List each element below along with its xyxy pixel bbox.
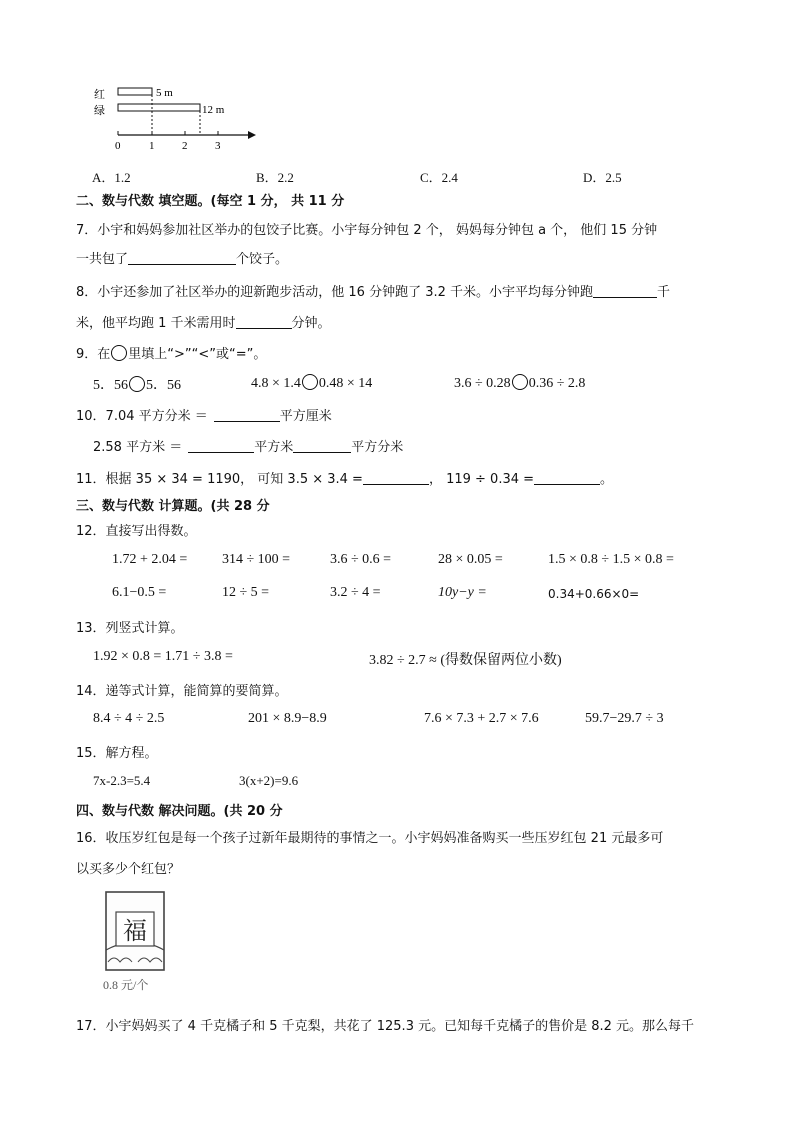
section-3-title: 三、数与代数 计算题。(共 28 分	[76, 499, 270, 514]
figure-row2-label: 绿	[94, 105, 105, 117]
q8-line1-a: 8．小宇还参加了社区举办的迎新跑步活动，他 16 分钟跑了 3.2 千米。小宇平均每分钟跑	[76, 285, 594, 300]
q12-r1-4: 28 × 0.05 =	[438, 552, 503, 567]
q9-expr-3-right: 0.36 ÷ 2.8	[528, 376, 586, 391]
q9-expr-2	[251, 374, 372, 392]
green-bar	[118, 104, 200, 111]
q10-answer-blank-3[interactable]	[293, 438, 351, 453]
q13-prompt: 13．列竖式计算。	[76, 621, 184, 636]
q8-line1-b: 千	[657, 285, 671, 300]
q9-answer-circle-2[interactable]	[302, 374, 318, 390]
q15-eq-1: 7x-2.3=5.4	[93, 773, 151, 788]
q10-line2-a: 2.58 平方米 ＝	[93, 440, 183, 455]
q12-r2-3: 3.2 ÷ 4 =	[330, 585, 381, 600]
tick-label-3: 3	[215, 140, 221, 152]
q17-line1: 17．小宇妈妈买了 4 千克橘子和 5 千克梨，共花了 125.3 元。已知每千克橘子的售价是 8.2 元。那么每千	[76, 1019, 695, 1034]
q8-line1	[76, 281, 670, 300]
q7-line2-b: 个饺子。	[236, 252, 289, 267]
q14-expr-1: 8.4 ÷ 4 ÷ 2.5	[93, 711, 165, 726]
q10-line2	[93, 436, 403, 455]
figure-row1-value: 5 m	[156, 87, 173, 99]
q9-prompt	[76, 343, 266, 362]
q16-line1: 16．收压岁红包是每一个孩子过新年最期待的事情之一。小宇妈妈准备购买一些压岁红包 21 元最多可	[76, 831, 664, 846]
envelope-price: 0.8 元/个	[103, 978, 149, 992]
tick-label-1: 1	[149, 140, 155, 152]
q12-r2-5: 0.34+0.66×0=	[548, 587, 640, 601]
option-b: B．2.2	[256, 170, 294, 185]
q8-answer-blank-1[interactable]	[593, 283, 657, 298]
q16-line2: 以买多少个红包？	[76, 862, 181, 877]
q11-a: 11．根据 35 × 34 = 1190， 可知 3.5 × 3.4 =	[76, 472, 363, 487]
q9-answer-circle-3[interactable]	[512, 374, 528, 390]
envelope-fu-char: 福	[123, 917, 147, 945]
q9-expr-2-right: 0.48 × 14	[318, 376, 373, 391]
q9-prompt-b: 里填上“>”“<”或“=”。	[128, 347, 267, 362]
q7-line2	[76, 248, 288, 267]
q9-expr-1-left: 5．56	[93, 378, 128, 393]
q10-line2-b: 平方米	[254, 440, 294, 455]
q14-expr-4: 59.7−29.7 ÷ 3	[585, 711, 664, 726]
q12-r2-4: 10y−y =	[438, 585, 487, 600]
figure-row2-value: 12 m	[202, 104, 225, 116]
section-4-title: 四、数与代数 解决问题。(共 20 分	[76, 804, 283, 819]
option-c: C．2.4	[420, 170, 458, 185]
q14-prompt: 14．递等式计算，能简算的要简算。	[76, 684, 288, 699]
figure-row1-label: 红	[94, 89, 105, 101]
q12-prompt: 12．直接写出得数。	[76, 524, 197, 539]
q9-answer-circle-1[interactable]	[129, 376, 145, 392]
q11-line	[76, 468, 613, 487]
q7-answer-blank[interactable]	[128, 250, 236, 265]
q8-line2	[76, 312, 331, 331]
q15-prompt: 15．解方程。	[76, 746, 158, 761]
bar-length-figure	[90, 80, 260, 152]
q9-prompt-a: 9．在	[76, 347, 111, 362]
q14-expr-3: 7.6 × 7.3 + 2.7 × 7.6	[424, 711, 539, 726]
q14-expr-2: 201 × 8.9−8.9	[248, 711, 327, 726]
option-a: A．1.2	[92, 170, 131, 185]
q7-line2-a: 一共包了	[76, 252, 129, 267]
q10-line1	[76, 405, 332, 424]
q9-expr-1	[93, 374, 181, 394]
q12-r1-2: 314 ÷ 100 =	[222, 552, 291, 567]
q12-r2-1: 6.1−0.5 =	[112, 585, 167, 600]
q12-r1-5: 1.5 × 0.8 ÷ 1.5 × 0.8 =	[548, 552, 674, 567]
q12-r1-3: 3.6 ÷ 0.6 =	[330, 552, 392, 567]
q10-line1-b: 平方厘米	[279, 409, 332, 424]
tick-label-2: 2	[182, 140, 188, 152]
arrow-head-icon	[248, 131, 256, 139]
q13-expr-a: 1.92 × 0.8 = 1.71 ÷ 3.8 =	[93, 649, 233, 664]
q10-line1-a: 10．7.04 平方分米 ＝	[76, 409, 208, 424]
q13-expr-b: 3.82 ÷ 2.7 ≈ (得数保留两位小数)	[369, 653, 562, 668]
q9-expr-2-left: 4.8 × 1.4	[251, 376, 301, 391]
q9-expr-3-left: 3.6 ÷ 0.28	[454, 376, 511, 391]
q12-r2-2: 12 ÷ 5 =	[222, 585, 270, 600]
q8-line2-b: 分钟。	[291, 316, 331, 331]
q9-expr-3	[454, 374, 585, 392]
circle-icon	[111, 345, 127, 361]
q12-r1-1: 1.72 + 2.04 =	[112, 552, 188, 567]
q8-line2-a: 米，他平均跑 1 千米需用时	[76, 316, 236, 331]
q10-answer-blank-2[interactable]	[188, 438, 254, 453]
q11-answer-blank-1[interactable]	[363, 470, 429, 485]
red-bar	[118, 88, 152, 95]
q9-expr-1-right: 5．56	[146, 378, 181, 393]
q10-answer-blank-1[interactable]	[214, 407, 280, 422]
q11-b: ， 119 ÷ 0.34 =	[428, 472, 535, 487]
q15-eq-2: 3(x+2)=9.6	[239, 773, 299, 788]
q11-c: 。	[600, 472, 614, 487]
q10-line2-c: 平方分米	[351, 440, 404, 455]
q8-answer-blank-2[interactable]	[236, 314, 292, 329]
option-d: D．2.5	[583, 170, 622, 185]
section-2-title: 二、数与代数 填空题。(每空 1 分， 共 11 分	[76, 194, 345, 209]
tick-label-0: 0	[115, 140, 121, 152]
q7-line1: 7．小宇和妈妈参加社区举办的包饺子比赛。小宇每分钟包 2 个， 妈妈每分钟包 a 个， 他们 15 分钟	[76, 223, 658, 238]
red-envelope-illustration	[104, 890, 168, 972]
q11-answer-blank-2[interactable]	[534, 470, 600, 485]
